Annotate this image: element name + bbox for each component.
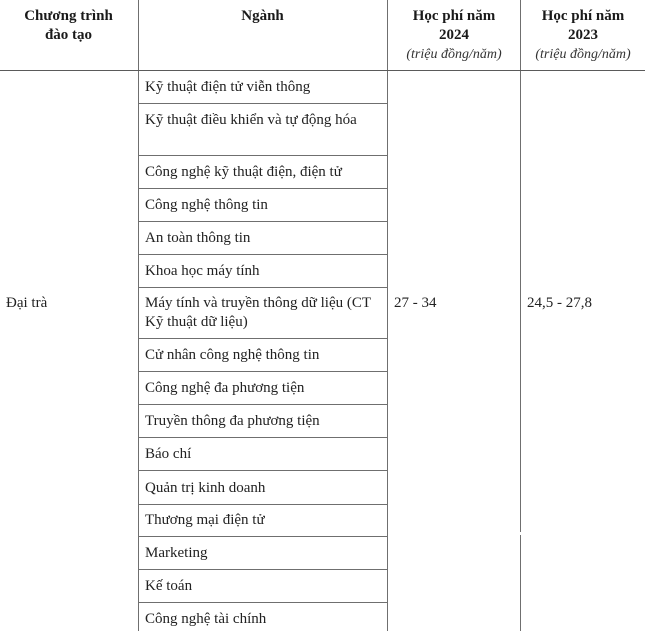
- row-divider: [138, 569, 388, 570]
- major-item: Kỹ thuật điều khiển và tự động hóa: [145, 112, 357, 128]
- major-item: An toàn thông tin: [145, 230, 251, 246]
- fee-2024-cell: 27 - 34: [394, 295, 437, 311]
- header-program-line1: Chương trình: [24, 8, 113, 24]
- major-item: Báo chí: [145, 446, 192, 462]
- row-divider: [138, 338, 388, 339]
- header-fee-2023-line2: 2023: [568, 27, 598, 43]
- header-divider: [0, 70, 645, 71]
- fee-2023-cell: 24,5 - 27,8: [527, 295, 592, 311]
- major-item: Máy tính và truyền thông dữ liệu (CT Kỹ thuật dữ liệu): [145, 295, 371, 330]
- major-item: Cử nhân công nghệ thông tin: [145, 347, 320, 363]
- header-fee-2024: [388, 7, 520, 64]
- row-divider: [138, 155, 388, 156]
- major-item: Quản trị kinh doanh: [145, 480, 266, 496]
- header-major: [138, 7, 387, 26]
- major-item: Công nghệ thông tin: [145, 197, 268, 213]
- major-item: Marketing: [145, 545, 208, 561]
- header-fee-2023-unit: (triệu đồng/năm): [535, 47, 631, 62]
- major-item: Kế toán: [145, 578, 193, 594]
- header-major-label: Ngành: [241, 8, 284, 24]
- row-divider: [138, 602, 388, 603]
- row-divider: [138, 287, 388, 288]
- grid-line: [520, 0, 521, 532]
- header-fee-2023-line1: Học phí năm: [541, 8, 625, 24]
- row-divider: [138, 536, 388, 537]
- header-program-line2: đào tạo: [44, 27, 93, 43]
- program-cell: Đại trà: [6, 295, 48, 311]
- row-divider: [138, 254, 388, 255]
- row-divider: [138, 188, 388, 189]
- row-divider: [138, 103, 388, 104]
- header-fee-2024-line1: Học phí năm: [412, 8, 496, 24]
- major-item: Thương mại điện tử: [145, 512, 265, 528]
- row-divider: [138, 470, 388, 471]
- header-fee-2024-line2: 2024: [439, 27, 469, 43]
- major-item: Truyền thông đa phương tiện: [145, 413, 320, 429]
- header-fee-2023: [521, 7, 645, 64]
- major-item: Khoa học máy tính: [145, 263, 260, 279]
- grid-line: [520, 535, 521, 631]
- major-item: Công nghệ tài chính: [145, 611, 267, 627]
- header-program: [0, 7, 137, 45]
- major-item: Kỹ thuật điện tử viễn thông: [145, 79, 311, 95]
- row-divider: [138, 437, 388, 438]
- row-divider: [138, 371, 388, 372]
- row-divider: [138, 221, 388, 222]
- major-item: Công nghệ kỹ thuật điện, điện tử: [145, 164, 342, 180]
- row-divider: [138, 504, 388, 505]
- row-divider: [138, 404, 388, 405]
- header-fee-2024-unit: (triệu đồng/năm): [406, 47, 502, 62]
- major-item: Công nghệ đa phương tiện: [145, 380, 305, 396]
